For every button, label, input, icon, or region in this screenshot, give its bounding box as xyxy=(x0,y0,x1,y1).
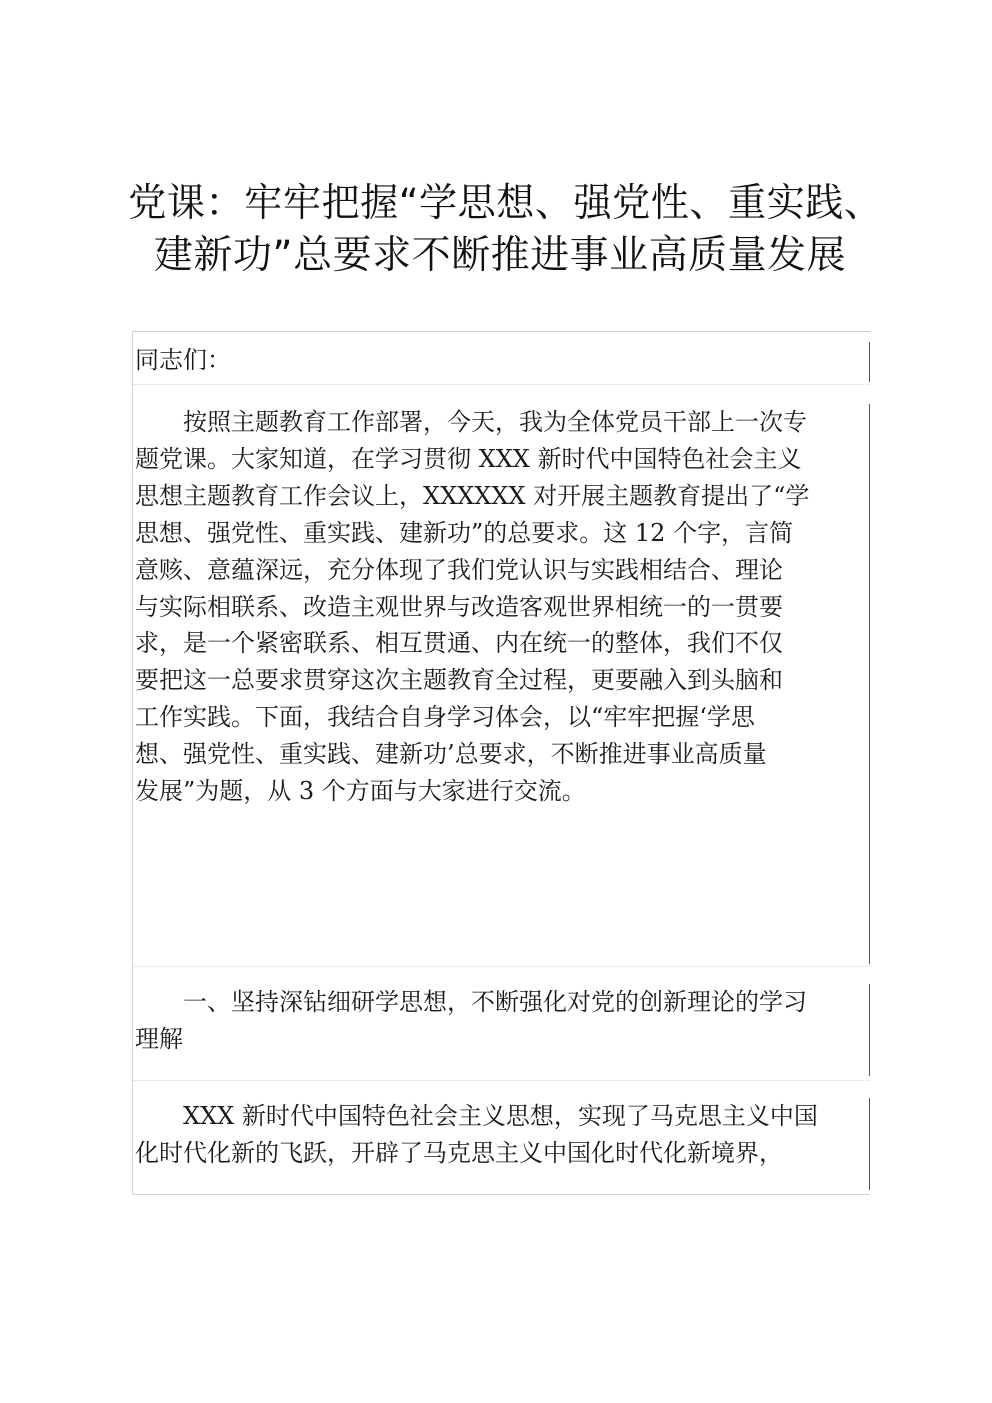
body-text-frame xyxy=(132,331,870,1195)
paragraph-line: 化时代化新的飞跃，开辟了马克思主义中国化时代化新境界， xyxy=(135,1138,783,1167)
paragraph-line: 题党课。大家知道，在学习贯彻 XXX 新时代中国特色社会主义 xyxy=(135,444,802,473)
heading-line: 理解 xyxy=(135,1024,183,1053)
paragraph-text xyxy=(133,1098,869,1172)
title-line-1: 党课：牢牢把握“学思想、强党性、重实践、 xyxy=(128,181,883,226)
paragraph-line: 思想主题教育工作会议上，XXXXXX 对开展主题教育提出了“学 xyxy=(135,481,810,510)
title-line-2: 建新功”总要求不断推进事业高质量发展 xyxy=(153,233,847,278)
paragraph-line: XXX 新时代中国特色社会主义思想，实现了马克思主义中国 xyxy=(183,1102,818,1130)
paragraph-line: 工作实践。下面，我结合自身学习体会，以“牢牢把握‘学思 xyxy=(135,703,755,732)
salutation-block xyxy=(133,342,870,382)
divider xyxy=(133,1080,870,1081)
divider xyxy=(133,384,870,385)
paragraph-line: 思想、强党性、重实践、建新功”的总要求。这 12 个字，言简 xyxy=(135,518,794,547)
paragraph-line: 与实际相联系、改造主观世界与改造客观世界相统一的一贯要 xyxy=(135,592,783,621)
paragraph-section-1 xyxy=(133,1098,870,1190)
heading-line: 一、坚持深钻细研学思想，不断强化对党的创新理论的学习 xyxy=(183,988,807,1016)
section-heading-1 xyxy=(133,984,870,1076)
paragraph-line: 想、强党性、重实践、建新功’总要求，不断推进事业高质量 xyxy=(135,740,767,769)
paragraph-line: 意赅、意蕴深远，充分体现了我们党认识与实践相结合、理论 xyxy=(135,555,783,584)
paragraph-line: 发展”为题，从 3 个方面与大家进行交流。 xyxy=(135,777,586,806)
divider xyxy=(133,966,870,967)
paragraph-line: 求，是一个紧密联系、相互贯通、内在统一的整体，我们不仅 xyxy=(135,629,783,658)
section-heading-text xyxy=(133,984,869,1058)
paragraph-line: 要把这一总要求贯穿这次主题教育全过程，更要融入到头脑和 xyxy=(135,666,783,695)
document-title xyxy=(120,178,883,282)
paragraph-intro xyxy=(133,404,870,964)
paragraph-text xyxy=(133,404,869,810)
salutation: 同志们： xyxy=(135,346,231,374)
paragraph-line: 按照主题教育工作部署，今天，我为全体党员干部上一次专 xyxy=(183,408,807,436)
